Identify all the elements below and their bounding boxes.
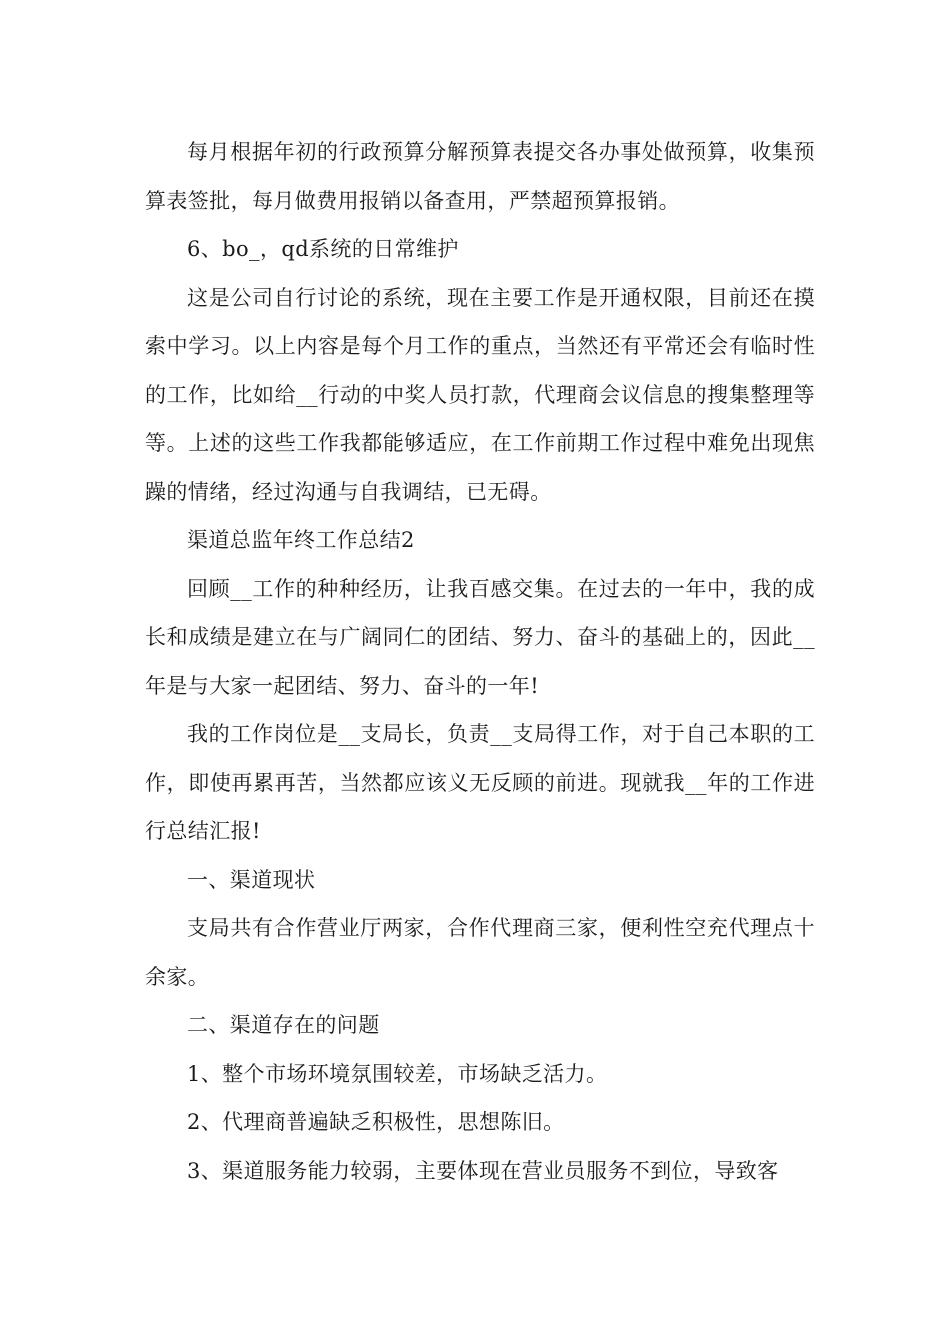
section-title-summary-2: 渠道总监年终工作总结2: [187, 528, 415, 552]
list-item-problem-3: 3、渠道服务能力较弱，主要体现在营业员服务不到位，导致客: [187, 1158, 779, 1183]
paragraph-job-position: 我的工作岗位是__支局长，负责__支局得工作，对于自己本职的工作，即使再累再苦，当然都应该义无反顾的前进。现就我__年的工作进行总结汇报!: [145, 722, 815, 843]
heading-channel-status: 一、渠道现状: [187, 867, 316, 892]
list-item-problem-1: 1、整个市场环境氛围较差，市场缺乏活力。: [187, 1061, 608, 1086]
heading-channel-problems: 二、渠道存在的问题: [187, 1013, 380, 1037]
paragraph-review: 回顾__工作的种种经历，让我百感交集。在过去的一年中，我的成长和成绩是建立在与广阔同仁的团结、努力、奋斗的基础上的，因此__年是与大家一起团结、努力、奋斗的一年!: [145, 576, 815, 698]
paragraph-channel-status: 支局共有合作营业厅两家，合作代理商三家，便利性空充代理点十余家。: [145, 916, 815, 989]
paragraph-system-maintenance-heading: 6、bo_，qd系统的日常维护: [187, 237, 459, 261]
list-item-problem-2: 2、代理商普遍缺乏积极性，思想陈旧。: [187, 1110, 565, 1134]
paragraph-budget: 每月根据年初的行政预算分解预算表提交各办事处做预算，收集预算表签批，每月做费用报销以备查用，严禁超预算报销。: [145, 140, 815, 213]
document-body: [145, 128, 815, 1195]
paragraph-system-description: 这是公司自行讨论的系统，现在主要工作是开通权限，目前还在摸索中学习。以上内容是每个月工作的重点，当然还有平常还会有临时性的工作，比如给__行动的中奖人员打款，代理商会议信息的搜集整理等等。上述的这些工作我都能够适应，在工作前期工作过程中难免出现焦躁的情绪，经过沟通与自我调结，已无碍。: [145, 285, 815, 504]
